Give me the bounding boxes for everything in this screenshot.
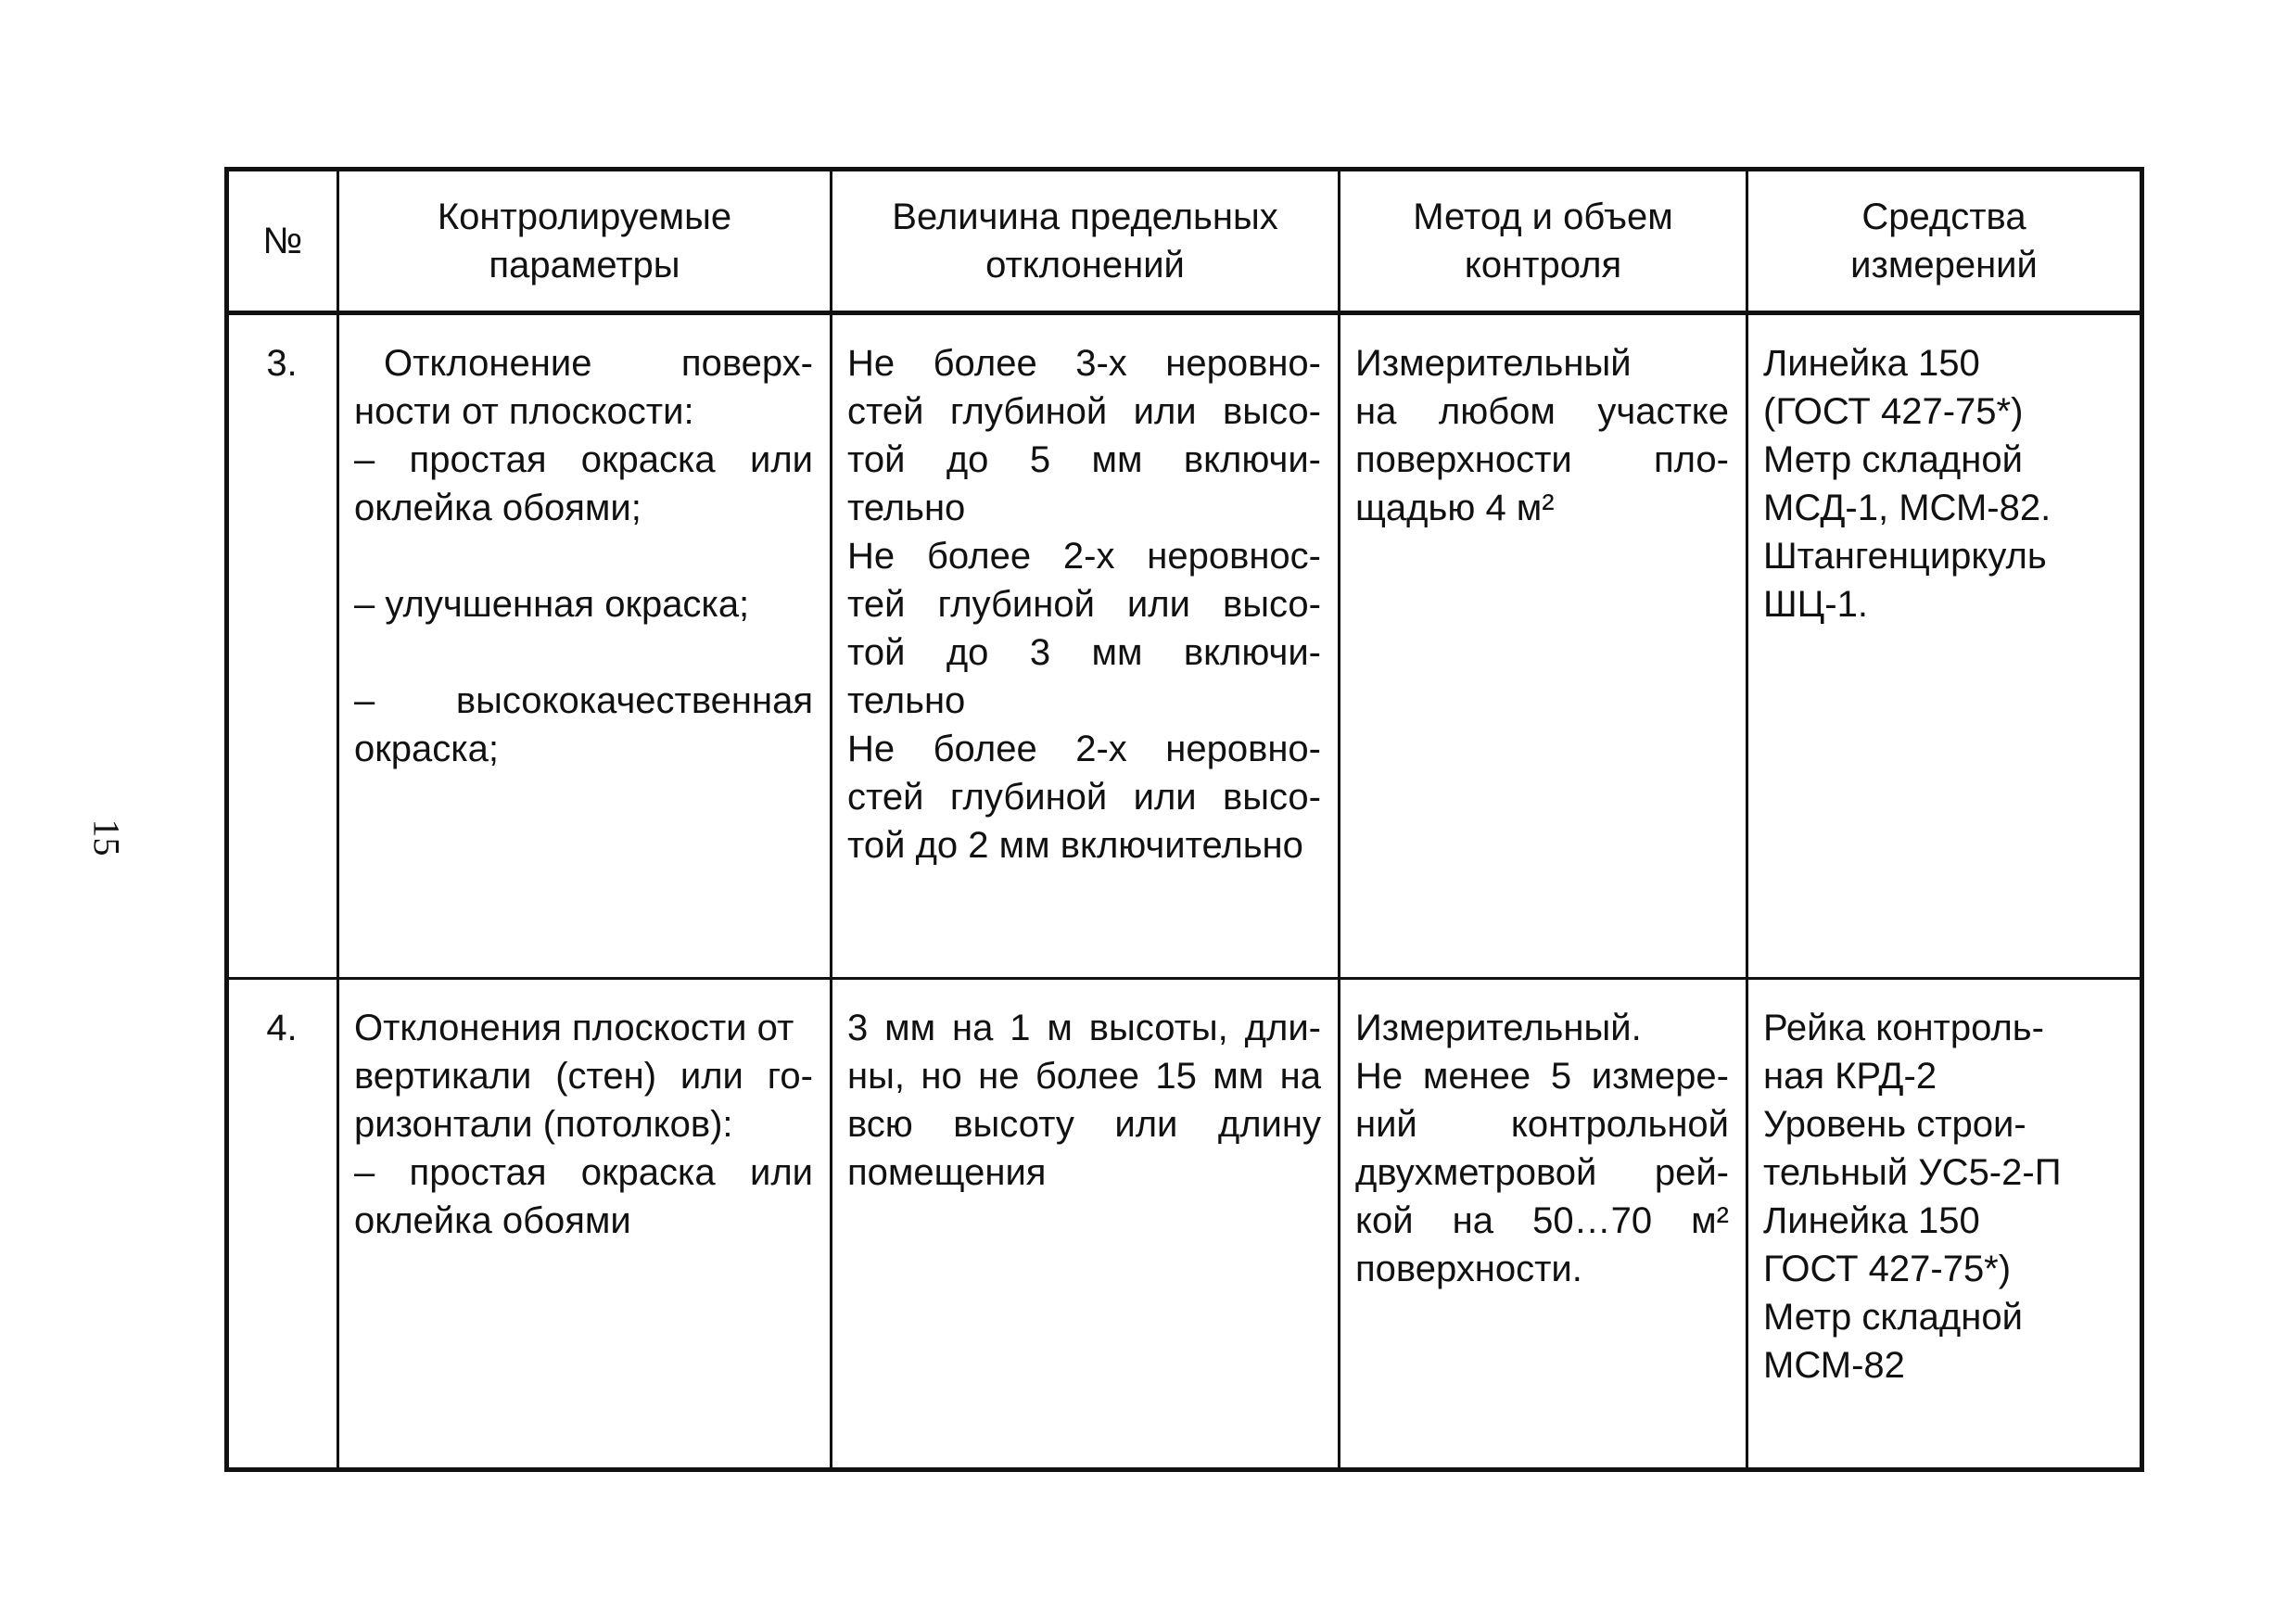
tools-line: Штангенциркуль: [1763, 536, 2047, 577]
row-number-cell: [227, 313, 338, 979]
header-parameters-line: параметры: [489, 245, 680, 285]
method-line: на любом участке: [1355, 391, 1729, 432]
header-deviation-line: Величина предельных: [892, 197, 1278, 237]
parameter-spacer: [354, 628, 813, 677]
tools-line: Линейка 150: [1763, 1200, 1980, 1241]
parameters-cell: [338, 313, 832, 979]
deviation-line: стей глубиной или высо-: [847, 777, 1321, 818]
parameter-line: Отклонения плоскости от: [354, 1008, 794, 1048]
parameter-line: – улучшенная окраска;: [354, 584, 750, 625]
deviation-cell: [832, 313, 1340, 979]
page-number: 15: [85, 818, 128, 856]
tools-line: Метр складной: [1763, 439, 2023, 480]
tools-line: Уровень строи-: [1763, 1104, 2026, 1145]
tools-line: МСД-1, МСМ-82.: [1763, 488, 2052, 528]
parameter-line: – высококачественная: [354, 680, 813, 721]
tools-line: ГОСТ 427-75*): [1763, 1249, 2012, 1289]
row-number-cell: [227, 979, 338, 1470]
method-line: ний контрольной: [1355, 1104, 1729, 1145]
method-cell: [1340, 979, 1747, 1470]
header-method: [1340, 170, 1747, 313]
deviation-line: всю высоту или длину: [847, 1104, 1321, 1145]
method-cell: [1340, 313, 1747, 979]
deviation-line: тельно: [847, 488, 966, 528]
method-line: поверхности пло-: [1355, 439, 1729, 480]
deviation-line: ны, но не более 15 мм на: [847, 1056, 1321, 1097]
deviation-line: 3 мм на 1 м высоты, дли-: [847, 1008, 1321, 1048]
parameter-line: – простая окраска или: [354, 1152, 813, 1193]
header-deviation: [832, 170, 1340, 313]
parameter-line: ризонтали (потолков):: [354, 1104, 733, 1145]
header-parameters: [338, 170, 832, 313]
header-number: [227, 170, 338, 313]
deviation-cell: [832, 979, 1340, 1470]
deviation-line: Не более 2-х неровно-: [847, 729, 1321, 769]
header-parameters-line: Контролируемые: [437, 197, 732, 237]
header-deviation-line: отклонений: [985, 245, 1185, 285]
method-line: двухметровой рей-: [1355, 1152, 1729, 1193]
method-line: Измерительный: [1355, 343, 1632, 384]
method-line: щадью 4 м²: [1355, 488, 1555, 528]
header-number-label: №: [262, 221, 303, 261]
table-row: [227, 979, 2142, 1470]
tools-line: Метр складной: [1763, 1297, 2023, 1338]
parameter-line: окраска;: [354, 729, 499, 769]
parameter-line: оклейка обоями;: [354, 488, 642, 528]
header-method-line: Метод и объем: [1413, 197, 1673, 237]
deviation-line: Не более 3-х неровно-: [847, 343, 1321, 384]
tools-line: ШЦ-1.: [1763, 584, 1868, 625]
tools-cell: [1747, 979, 2142, 1470]
deviation-line: тельно: [847, 680, 966, 721]
parameter-line: ности от плоскости:: [354, 391, 694, 432]
method-line: кой на 50…70 м²: [1355, 1200, 1729, 1241]
tools-cell: [1747, 313, 2142, 979]
header-method-line: контроля: [1464, 245, 1622, 285]
parameter-line: оклейка обоями: [354, 1200, 631, 1241]
header-tools-line: Средства: [1861, 197, 2026, 237]
table-header-row: [227, 170, 2142, 313]
specification-table: [224, 167, 2144, 1472]
header-tools-line: измерений: [1850, 245, 2038, 285]
tools-line: ная КРД-2: [1763, 1056, 1937, 1097]
header-tools: [1747, 170, 2142, 313]
method-line: поверхности.: [1355, 1249, 1582, 1289]
table-row: [227, 313, 2142, 979]
deviation-line: Не более 2-х неровнос-: [847, 536, 1321, 577]
parameter-line: – простая окраска или: [354, 439, 813, 480]
tools-line: (ГОСТ 427-75*): [1763, 391, 2024, 432]
parameters-cell: [338, 979, 832, 1470]
parameter-line: вертикали (стен) или го-: [354, 1056, 813, 1097]
deviation-line: той до 3 мм включи-: [847, 632, 1321, 673]
row-number: 3.: [266, 343, 298, 384]
specification-table-container: [224, 167, 2140, 1467]
tools-line: МСМ-82: [1763, 1345, 1905, 1386]
tools-line: тельный УС5-2-П: [1763, 1152, 2062, 1193]
tools-line: Линейка 150: [1763, 343, 1980, 384]
parameter-line: Отклонение поверх-: [384, 343, 813, 384]
tools-line: Рейка контроль-: [1763, 1008, 2044, 1048]
method-line: Не менее 5 измере-: [1355, 1056, 1729, 1097]
deviation-line: стей глубиной или высо-: [847, 391, 1321, 432]
deviation-line: той до 2 мм включительно: [847, 825, 1303, 866]
deviation-line: помещения: [847, 1152, 1047, 1193]
method-line: Измерительный.: [1355, 1008, 1642, 1048]
deviation-line: той до 5 мм включи-: [847, 439, 1321, 480]
deviation-line: тей глубиной или высо-: [847, 584, 1321, 625]
row-number: 4.: [266, 1008, 298, 1048]
parameter-spacer: [354, 532, 813, 580]
